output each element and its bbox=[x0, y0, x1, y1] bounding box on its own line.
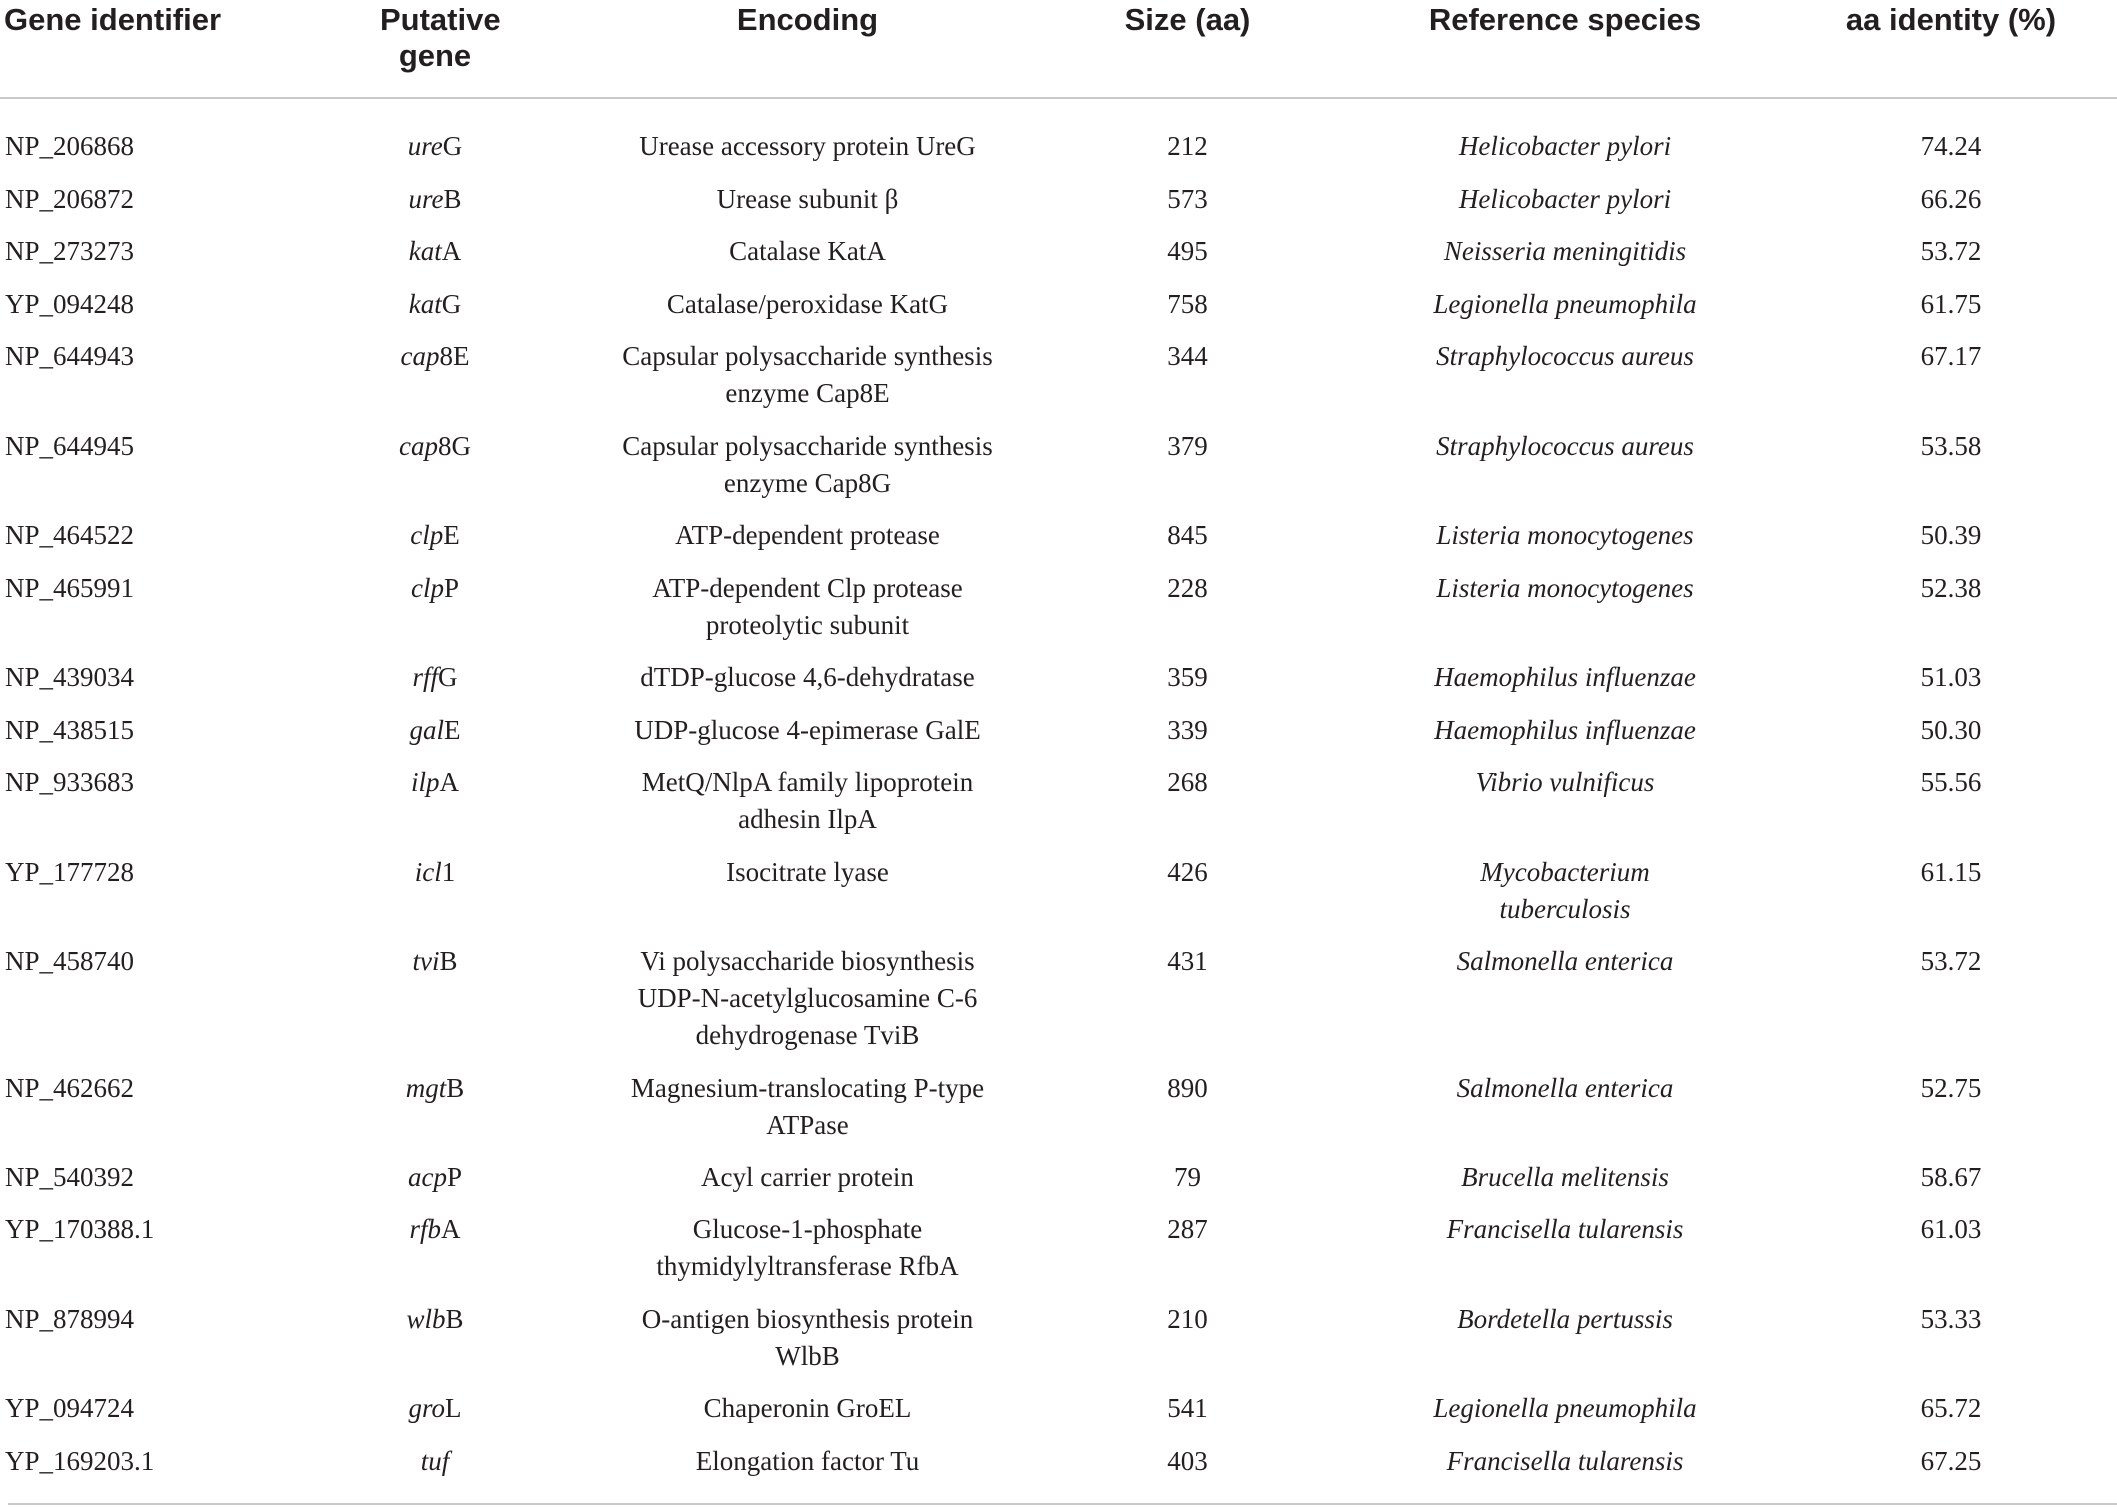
identity-cell: 74.24 bbox=[1920, 131, 1982, 161]
putative-gene-cell bbox=[285, 764, 585, 853]
putative-gene-cell bbox=[285, 854, 585, 943]
encoding-cell bbox=[585, 943, 1030, 1069]
reference-species-text: Straphylococcus aureus bbox=[1436, 430, 1694, 461]
table-row bbox=[0, 712, 2117, 765]
size-cell: 379 bbox=[1167, 430, 1208, 461]
encoding-text: ATP-dependent Clp protease proteolytic subunit bbox=[652, 572, 963, 640]
size-cell: 210 bbox=[1167, 1303, 1208, 1334]
encoding-cell bbox=[585, 286, 1030, 339]
gene-name-italic: mgt bbox=[405, 1072, 447, 1103]
gene-name-suffix: B bbox=[446, 1072, 465, 1103]
encoding-cell bbox=[585, 428, 1030, 517]
encoding-cell bbox=[585, 1159, 1030, 1212]
table-row bbox=[0, 338, 2117, 427]
identity-cell: 58.67 bbox=[1920, 1161, 1982, 1192]
reference-species-cell bbox=[1345, 764, 1785, 853]
table-row bbox=[0, 1159, 2117, 1212]
identity-cell: 50.39 bbox=[1920, 520, 1982, 551]
reference-species-text: Bordetella pertussis bbox=[1457, 1303, 1673, 1334]
putative-gene-cell bbox=[285, 98, 585, 181]
size-cell: 845 bbox=[1167, 520, 1208, 551]
encoding-cell bbox=[585, 517, 1030, 570]
reference-species-cell bbox=[1345, 1211, 1785, 1300]
reference-species-cell bbox=[1345, 570, 1785, 659]
size-cell: 287 bbox=[1167, 1214, 1208, 1245]
putative-gene-cell bbox=[285, 1211, 585, 1300]
gene-name-italic: acp bbox=[407, 1161, 447, 1192]
identity-cell: 52.38 bbox=[1920, 572, 1982, 603]
gene-name-suffix: 8E bbox=[439, 341, 470, 372]
size-cell: 268 bbox=[1167, 767, 1208, 798]
putative-gene-cell bbox=[285, 428, 585, 517]
identity-cell: 55.56 bbox=[1920, 767, 1982, 798]
header-putative-gene bbox=[285, 0, 585, 98]
putative-gene-cell bbox=[285, 712, 585, 765]
gene-identifier-cell: YP_177728 bbox=[5, 856, 135, 887]
encoding-cell bbox=[585, 659, 1030, 712]
gene-identifier-cell: NP_206872 bbox=[5, 183, 135, 214]
gene-identifier-cell: NP_439034 bbox=[5, 662, 135, 693]
gene-identifier-cell: NP_644945 bbox=[5, 430, 135, 461]
putative-gene-cell bbox=[285, 338, 585, 427]
gene-name-suffix: B bbox=[439, 946, 458, 977]
encoding-text: Catalase/peroxidase KatG bbox=[666, 288, 949, 319]
gene-name-suffix: B bbox=[445, 1303, 464, 1334]
reference-species-cell bbox=[1345, 659, 1785, 712]
reference-species-cell bbox=[1345, 1301, 1785, 1390]
encoding-cell bbox=[585, 233, 1030, 286]
encoding-text: Isocitrate lyase bbox=[726, 856, 889, 887]
table-row bbox=[0, 764, 2117, 853]
table-row bbox=[0, 1443, 2117, 1496]
encoding-text: ATP-dependent protease bbox=[675, 520, 940, 551]
encoding-text: Magnesium-translocating P-type ATPase bbox=[630, 1072, 985, 1140]
gene-name-italic: kat bbox=[408, 288, 442, 319]
encoding-cell bbox=[585, 338, 1030, 427]
gene-name-italic: icl bbox=[414, 856, 442, 887]
gene-name-suffix: E bbox=[444, 714, 461, 745]
encoding-cell bbox=[585, 1301, 1030, 1390]
reference-species-cell bbox=[1345, 854, 1785, 943]
gene-name-suffix: A bbox=[441, 1214, 461, 1245]
encoding-text: UDP-glucose 4-epimerase GalE bbox=[634, 714, 981, 745]
size-cell: 758 bbox=[1167, 288, 1208, 319]
gene-identifier-cell: NP_438515 bbox=[5, 714, 135, 745]
reference-species-text: Helicobacter pylori bbox=[1458, 131, 1672, 161]
table-row bbox=[0, 854, 2117, 943]
putative-gene-cell bbox=[285, 517, 585, 570]
encoding-cell bbox=[585, 764, 1030, 853]
reference-species-cell bbox=[1345, 233, 1785, 286]
encoding-cell bbox=[585, 1211, 1030, 1300]
encoding-text: Vi polysaccharide biosynthesis UDP-N-acetylglucosamine C-6 dehydrogenase TviB bbox=[637, 946, 978, 1051]
header-size: Size (aa) bbox=[1030, 0, 1345, 98]
table-row bbox=[0, 181, 2117, 234]
size-cell: 573 bbox=[1167, 183, 1208, 214]
table-row bbox=[0, 1070, 2117, 1159]
gene-name-italic: rfb bbox=[409, 1214, 441, 1245]
putative-gene-cell bbox=[285, 233, 585, 286]
reference-species-cell bbox=[1345, 286, 1785, 339]
table-row bbox=[0, 286, 2117, 339]
putative-gene-cell bbox=[285, 943, 585, 1069]
identity-cell: 50.30 bbox=[1920, 714, 1982, 745]
encoding-cell bbox=[585, 1390, 1030, 1443]
putative-gene-cell bbox=[285, 659, 585, 712]
reference-species-text: Haemophilus influenzae bbox=[1434, 662, 1696, 693]
identity-cell: 53.72 bbox=[1920, 946, 1982, 977]
gene-identifier-cell: NP_273273 bbox=[5, 236, 135, 267]
reference-species-text: Legionella pneumophila bbox=[1433, 288, 1697, 319]
encoding-cell bbox=[585, 1443, 1030, 1496]
putative-gene-cell bbox=[285, 1301, 585, 1390]
size-cell: 541 bbox=[1167, 1393, 1208, 1424]
identity-cell: 53.33 bbox=[1920, 1303, 1982, 1334]
reference-species-text: Salmonella enterica bbox=[1456, 1072, 1674, 1103]
reference-species-text: Vibrio vulnificus bbox=[1475, 767, 1655, 798]
table-row bbox=[0, 233, 2117, 286]
size-cell: 344 bbox=[1167, 341, 1208, 372]
table-row bbox=[0, 1390, 2117, 1443]
reference-species-cell bbox=[1345, 428, 1785, 517]
encoding-cell bbox=[585, 1070, 1030, 1159]
encoding-text: Glucose-1-phosphate thymidylyltransferase RfbA bbox=[656, 1214, 959, 1282]
reference-species-text: Salmonella enterica bbox=[1456, 946, 1674, 977]
encoding-text: Catalase KatA bbox=[729, 236, 886, 267]
identity-cell: 53.72 bbox=[1920, 236, 1982, 267]
table-row bbox=[0, 98, 2117, 181]
gene-name-suffix: 1 bbox=[441, 856, 456, 887]
gene-name-italic: ilp bbox=[410, 767, 440, 798]
size-cell: 212 bbox=[1167, 131, 1208, 161]
gene-name-italic: gro bbox=[408, 1393, 445, 1424]
reference-species-cell bbox=[1345, 1443, 1785, 1496]
size-cell: 426 bbox=[1167, 856, 1208, 887]
size-cell: 403 bbox=[1167, 1445, 1208, 1476]
reference-species-cell bbox=[1345, 943, 1785, 1069]
gene-identifier-cell: NP_458740 bbox=[5, 946, 135, 977]
gene-identifier-cell: YP_094248 bbox=[5, 288, 135, 319]
encoding-cell bbox=[585, 712, 1030, 765]
table-header bbox=[0, 0, 2117, 98]
reference-species-text: Straphylococcus aureus bbox=[1436, 341, 1694, 372]
identity-cell: 65.72 bbox=[1920, 1393, 1982, 1424]
header-reference-species: Reference species bbox=[1345, 0, 1785, 98]
header-putative-gene-label: Putative gene bbox=[380, 2, 501, 73]
gene-identifier-cell: NP_878994 bbox=[5, 1303, 135, 1334]
size-cell: 431 bbox=[1167, 946, 1208, 977]
putative-gene-cell bbox=[285, 1070, 585, 1159]
gene-name-suffix: L bbox=[445, 1393, 462, 1424]
identity-cell: 67.25 bbox=[1920, 1445, 1982, 1476]
gene-identifier-cell: NP_464522 bbox=[5, 520, 135, 551]
encoding-text: Capsular polysaccharide synthesis enzyme Cap8E bbox=[622, 341, 993, 409]
reference-species-cell bbox=[1345, 712, 1785, 765]
reference-species-text: Mycobacterium tuberculosis bbox=[1480, 856, 1650, 924]
gene-name-suffix: B bbox=[443, 183, 462, 214]
gene-name-italic: tuf bbox=[420, 1445, 450, 1476]
gene-name-suffix: P bbox=[443, 572, 460, 603]
gene-identifier-cell: NP_933683 bbox=[5, 767, 135, 798]
reference-species-text: Legionella pneumophila bbox=[1433, 1393, 1697, 1424]
gene-identifier-cell: NP_462662 bbox=[5, 1072, 135, 1103]
header-identity: aa identity (%) bbox=[1785, 0, 2117, 98]
gene-name-suffix: P bbox=[446, 1161, 462, 1192]
reference-species-cell bbox=[1345, 1390, 1785, 1443]
identity-cell: 52.75 bbox=[1920, 1072, 1982, 1103]
table-row bbox=[0, 428, 2117, 517]
gene-name-italic: ure bbox=[407, 131, 443, 161]
table-body bbox=[0, 98, 2117, 1495]
header-row bbox=[0, 0, 2117, 98]
gene-name-italic: rff bbox=[412, 662, 438, 693]
reference-species-cell bbox=[1345, 1070, 1785, 1159]
identity-cell: 53.58 bbox=[1920, 430, 1982, 461]
table-row bbox=[0, 517, 2117, 570]
gene-name-suffix: G bbox=[441, 288, 462, 319]
gene-identifier-cell: YP_094724 bbox=[5, 1393, 135, 1424]
encoding-text: Capsular polysaccharide synthesis enzyme Cap8G bbox=[622, 430, 993, 498]
table-row bbox=[0, 1301, 2117, 1390]
gene-name-suffix: G bbox=[438, 662, 458, 693]
identity-cell: 66.26 bbox=[1920, 183, 1982, 214]
reference-species-text: Helicobacter pylori bbox=[1458, 183, 1672, 214]
encoding-text: Urease subunit β bbox=[716, 183, 899, 214]
identity-cell: 67.17 bbox=[1920, 341, 1982, 372]
size-cell: 339 bbox=[1167, 714, 1208, 745]
table-row bbox=[0, 943, 2117, 1069]
gene-name-italic: gal bbox=[409, 714, 444, 745]
gene-identifier-cell: YP_169203.1 bbox=[5, 1445, 155, 1476]
size-cell: 79 bbox=[1174, 1161, 1201, 1192]
gene-name-italic: tvi bbox=[412, 946, 440, 977]
putative-gene-cell bbox=[285, 286, 585, 339]
encoding-text: Chaperonin GroEL bbox=[703, 1393, 912, 1424]
reference-species-text: Neisseria meningitidis bbox=[1443, 236, 1687, 267]
gene-name-italic: clp bbox=[410, 572, 444, 603]
reference-species-cell bbox=[1345, 338, 1785, 427]
gene-name-suffix: G bbox=[442, 131, 463, 161]
encoding-text: dTDP-glucose 4,6-dehydratase bbox=[640, 662, 975, 693]
gene-name-italic: cap bbox=[400, 341, 440, 372]
putative-gene-cell bbox=[285, 181, 585, 234]
putative-gene-cell bbox=[285, 1159, 585, 1212]
identity-cell: 61.75 bbox=[1920, 288, 1982, 319]
encoding-cell bbox=[585, 181, 1030, 234]
identity-cell: 61.15 bbox=[1920, 856, 1982, 887]
gene-identifier-cell: NP_465991 bbox=[5, 572, 135, 603]
gene-name-suffix: 8G bbox=[437, 430, 471, 461]
gene-name-italic: kat bbox=[408, 236, 442, 267]
gene-name-suffix: A bbox=[441, 236, 462, 267]
encoding-cell bbox=[585, 854, 1030, 943]
reference-species-cell bbox=[1345, 98, 1785, 181]
reference-species-text: Haemophilus influenzae bbox=[1434, 714, 1696, 745]
reference-species-text: Brucella melitensis bbox=[1461, 1161, 1669, 1192]
reference-species-cell bbox=[1345, 181, 1785, 234]
gene-identifier-cell: NP_644943 bbox=[5, 341, 135, 372]
encoding-text: O-antigen biosynthesis protein WlbB bbox=[641, 1303, 974, 1371]
gene-identifier-cell: NP_540392 bbox=[5, 1161, 135, 1192]
size-cell: 359 bbox=[1167, 662, 1208, 693]
identity-cell: 61.03 bbox=[1920, 1214, 1982, 1245]
encoding-text: Elongation factor Tu bbox=[695, 1445, 920, 1476]
reference-species-text: Francisella tularensis bbox=[1446, 1445, 1684, 1476]
putative-gene-cell bbox=[285, 1443, 585, 1496]
encoding-text: MetQ/NlpA family lipoprotein adhesin IlpA bbox=[641, 767, 974, 835]
reference-species-text: Francisella tularensis bbox=[1446, 1214, 1684, 1245]
gene-name-italic: ure bbox=[408, 183, 444, 214]
encoding-cell bbox=[585, 570, 1030, 659]
table-row bbox=[0, 1211, 2117, 1300]
gene-name-suffix: E bbox=[443, 520, 460, 551]
encoding-cell bbox=[585, 98, 1030, 181]
size-cell: 495 bbox=[1167, 236, 1208, 267]
header-encoding: Encoding bbox=[585, 0, 1030, 98]
reference-species-text: Listeria monocytogenes bbox=[1436, 520, 1694, 551]
gene-name-italic: cap bbox=[399, 430, 438, 461]
gene-identifier-cell: YP_170388.1 bbox=[5, 1214, 155, 1245]
size-cell: 890 bbox=[1167, 1072, 1208, 1103]
reference-species-cell bbox=[1345, 1159, 1785, 1212]
reference-species-cell bbox=[1345, 517, 1785, 570]
putative-gene-cell bbox=[285, 1390, 585, 1443]
encoding-text: Acyl carrier protein bbox=[701, 1161, 914, 1192]
size-cell: 228 bbox=[1167, 572, 1208, 603]
gene-identifier-cell: NP_206868 bbox=[5, 131, 135, 161]
identity-cell: 51.03 bbox=[1920, 662, 1982, 693]
gene-name-italic: wlb bbox=[406, 1303, 446, 1334]
table-row bbox=[0, 570, 2117, 659]
bottom-rule bbox=[8, 1503, 2117, 1505]
gene-name-suffix: A bbox=[439, 767, 459, 798]
reference-species-text: Listeria monocytogenes bbox=[1436, 572, 1694, 603]
table-row bbox=[0, 659, 2117, 712]
gene-name-italic: clp bbox=[410, 520, 444, 551]
encoding-text: Urease accessory protein UreG bbox=[639, 131, 976, 161]
header-gene-identifier: Gene identifier bbox=[0, 0, 285, 98]
putative-gene-cell bbox=[285, 570, 585, 659]
